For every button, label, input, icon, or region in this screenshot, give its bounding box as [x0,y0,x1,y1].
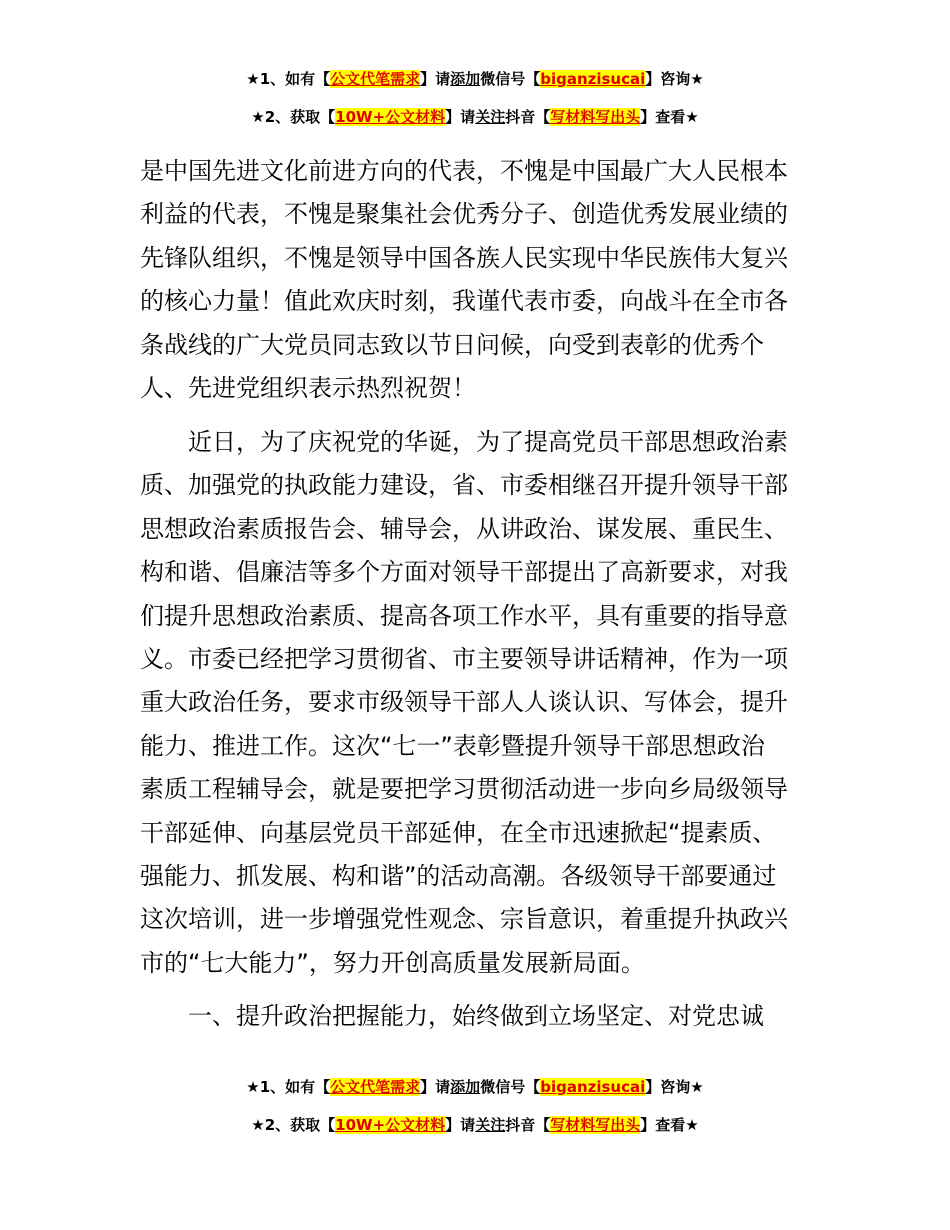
text-line: 这次培训，进一步增强党性观念、宗旨意识，着重提升执政兴 [140,905,788,934]
banner-text: 抖音【 [505,1116,551,1134]
banner-underlined: 关注 [475,1116,506,1134]
banner-text: 微信号【 [480,70,541,88]
star-icon: ★ [246,70,260,88]
section-heading-1 [140,995,812,1038]
promo-banner-top-line2 [0,107,950,127]
star-icon: ★ [690,70,704,88]
text-line: 先锋队组织，不愧是领导中国各族人民实现中华民族伟大复兴 [140,243,788,272]
star-icon: ★ [251,108,265,126]
promo-banner-top-line1 [0,69,950,89]
banner-text: 】咨询 [645,70,691,88]
banner-text: 2、获取【 [264,108,336,126]
banner-text: 2、获取【 [264,1116,336,1134]
star-icon: ★ [690,1078,704,1096]
text-line: 近日，为了庆祝党的华诞，为了提高党员干部思想政治素 [188,428,788,456]
star-icon: ★ [685,1116,699,1134]
banner-underlined: 添加 [450,70,481,88]
banner-text: 抖音【 [505,108,551,126]
star-icon: ★ [251,1116,265,1134]
banner-highlight[interactable]: 公文代笔需求 [330,1078,421,1096]
paragraph-2 [140,421,812,985]
banner-highlight[interactable]: 写材料写出头 [550,108,641,126]
banner-text: 】请 [420,70,451,88]
text-line: 能力、推进工作。这次“七一”表彰暨提升领导干部思想政治 [140,731,765,760]
banner-underlined: 关注 [475,108,506,126]
banner-text: 】查看 [640,1116,686,1134]
heading-text: 一、提升政治把握能力，始终做到立场坚定、对党忠诚 [188,1002,764,1030]
text-line: 利益的代表，不愧是聚集社会优秀分子、创造优秀发展业绩的 [140,200,788,229]
text-line: 们提升思想政治素质、提高各项工作水平，具有重要的指导意 [140,601,788,630]
banner-text: 】请 [445,1116,476,1134]
text-line: 素质工程辅导会，就是要把学习贯彻活动进一步向乡局级领导 [140,775,788,804]
banner-highlight[interactable]: biganzisucai [540,70,646,88]
banner-highlight[interactable]: 公文代笔需求 [330,70,421,88]
text-line: 强能力、抓发展、构和谐”的活动高潮。各级领导干部要通过 [140,862,777,891]
promo-banner-bottom-line2 [0,1115,950,1135]
banner-highlight[interactable]: 10W+公文材料 [335,108,446,126]
text-line: 质、加强党的执政能力建设，省、市委相继召开提升领导干部 [140,471,788,500]
text-line: 条战线的广大党员同志致以节日问候，向受到表彰的优秀个 [140,330,764,359]
banner-highlight[interactable]: 写材料写出头 [550,1116,641,1134]
paragraph-1 [140,150,812,410]
text-line: 构和谐、倡廉洁等多个方面对领导干部提出了高新要求，对我 [140,558,788,587]
banner-text: 】请 [445,108,476,126]
star-icon: ★ [685,108,699,126]
banner-text: 微信号【 [480,1078,541,1096]
text-line: 义。市委已经把学习贯彻省、市主要领导讲话精神，作为一项 [140,645,788,674]
text-line: 重大政治任务，要求市级领导干部人人谈认识、写体会，提升 [140,688,788,717]
text-line: 人、先进党组织表示热烈祝贺！ [140,374,476,403]
text-line: 的核心力量！值此欢庆时刻，我谨代表市委，向战斗在全市各 [140,287,788,316]
text-line: 是中国先进文化前进方向的代表，不愧是中国最广大人民根本 [140,157,788,185]
text-line: 思想政治素质报告会、辅导会，从讲政治、谋发展、重民生、 [140,514,788,543]
banner-text: 1、如有【 [259,1078,331,1096]
banner-text: 】咨询 [645,1078,691,1096]
promo-banner-bottom-line1 [0,1077,950,1097]
banner-highlight[interactable]: biganzisucai [540,1078,646,1096]
banner-text: 】请 [420,1078,451,1096]
banner-highlight[interactable]: 10W+公文材料 [335,1116,446,1134]
star-icon: ★ [246,1078,260,1096]
text-line: 干部延伸、向基层党员干部延伸，在全市迅速掀起“提素质、 [140,818,777,847]
text-line: 市的“七大能力”，努力开创高质量发展新局面。 [140,948,645,977]
banner-text: 】查看 [640,108,686,126]
banner-text: 1、如有【 [259,70,331,88]
banner-underlined: 添加 [450,1078,481,1096]
